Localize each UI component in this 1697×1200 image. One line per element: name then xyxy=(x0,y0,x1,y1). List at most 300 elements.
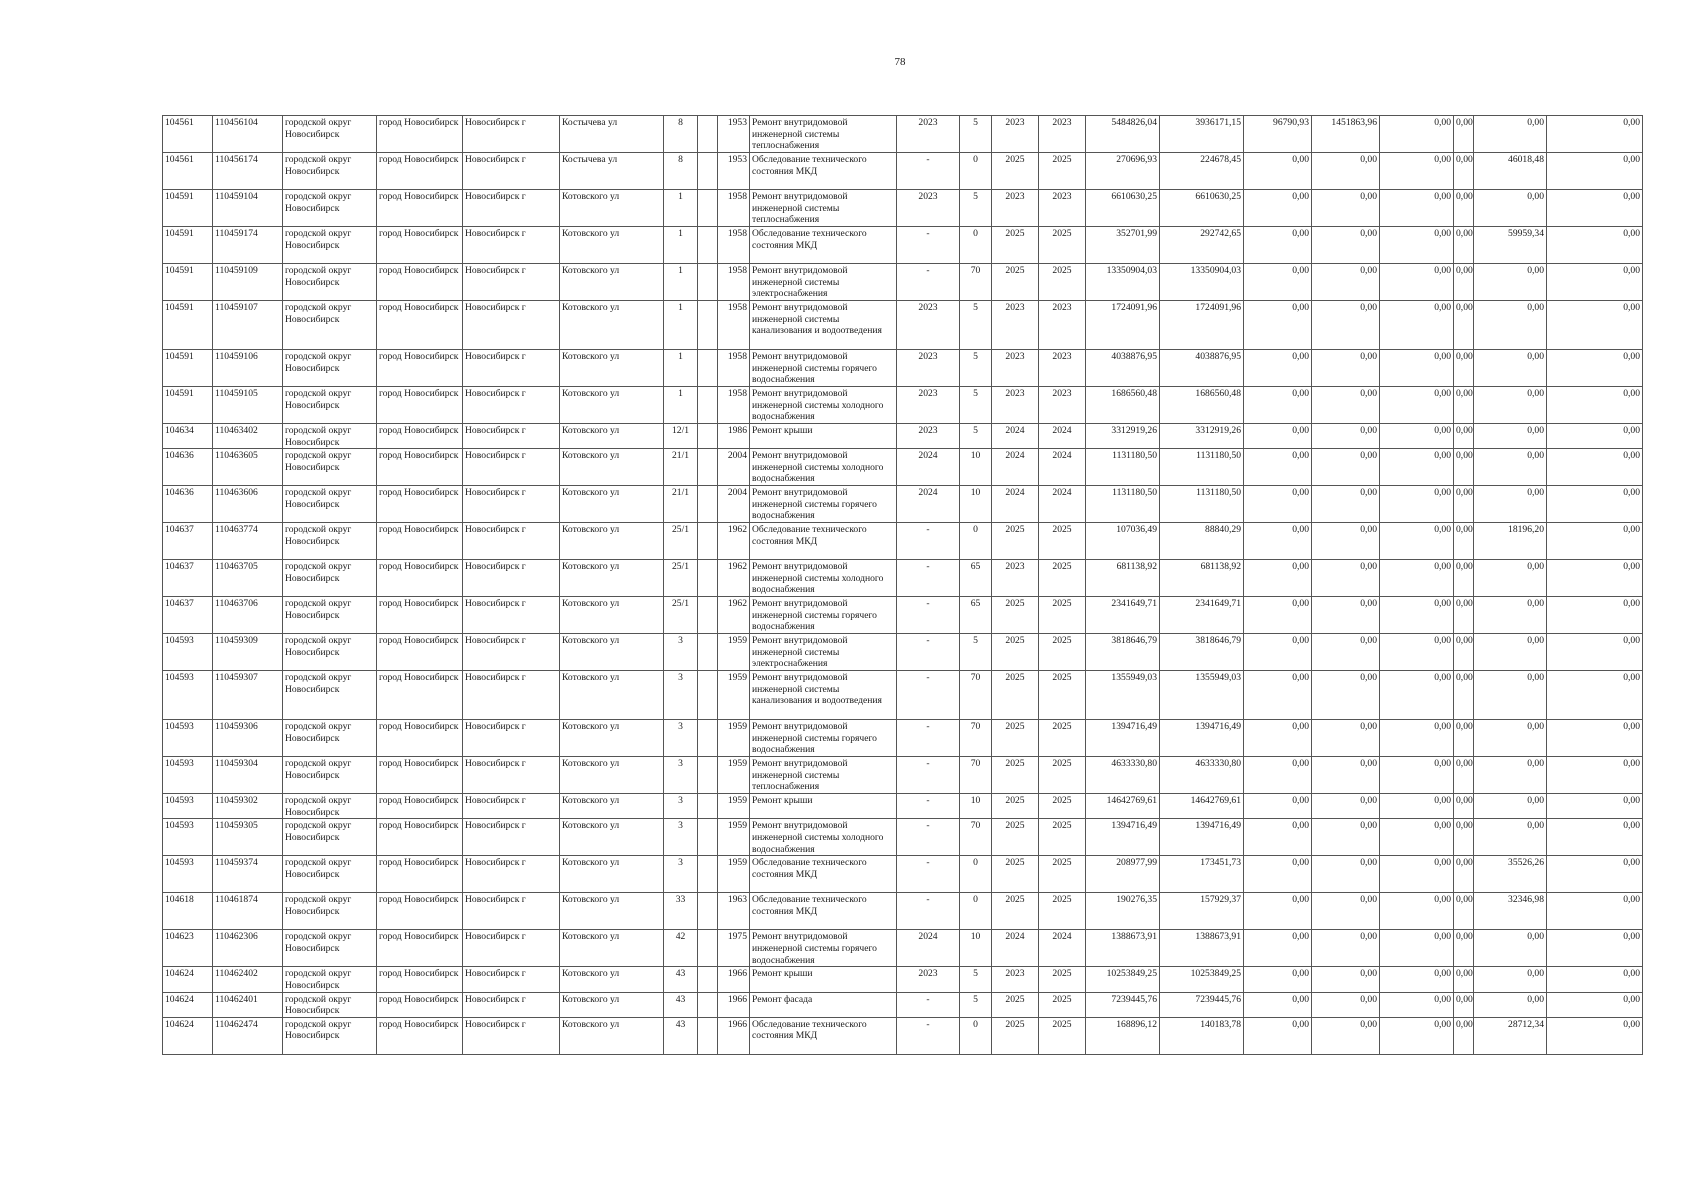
cell-other-funds: 0,00 xyxy=(1547,597,1643,634)
cell-work-code: 110462474 xyxy=(213,1017,283,1054)
table-row xyxy=(163,634,1643,671)
cell-house-number: 8 xyxy=(664,116,698,153)
cell-start-year: 2025 xyxy=(992,634,1039,671)
cell-building xyxy=(698,597,718,634)
cell-street: Котовского ул xyxy=(560,424,664,449)
cell-wear-percent: 0 xyxy=(960,227,992,264)
cell-budget-cost-2: 0,00 xyxy=(1312,856,1380,893)
cell-total-cost: 270696,93 xyxy=(1086,153,1160,190)
cell-end-year: 2025 xyxy=(1039,794,1086,819)
cell-building xyxy=(698,992,718,1017)
cell-work-type: Ремонт внутридомовой инженерной системы электроснабжения xyxy=(750,634,897,671)
cell-year-built: 1966 xyxy=(718,1017,750,1054)
cell-budget-cost-4: 0,00 xyxy=(1454,523,1474,560)
table-row xyxy=(163,930,1643,967)
cell-building xyxy=(698,350,718,387)
cell-budget-cost-4: 0,00 xyxy=(1454,992,1474,1017)
cell-total-cost: 208977,99 xyxy=(1086,856,1160,893)
cell-total-cost: 4633330,80 xyxy=(1086,757,1160,794)
table-row xyxy=(163,720,1643,757)
cell-budget-cost-4: 0,00 xyxy=(1454,486,1474,523)
cell-wear-percent: 0 xyxy=(960,153,992,190)
cell-wear-percent: 10 xyxy=(960,930,992,967)
cell-end-year: 2023 xyxy=(1039,116,1086,153)
cell-object-id: 104593 xyxy=(163,794,213,819)
cell-work-code: 110463774 xyxy=(213,523,283,560)
cell-building xyxy=(698,794,718,819)
cell-wear-percent: 10 xyxy=(960,486,992,523)
cell-owner-funds: 0,00 xyxy=(1474,597,1547,634)
cell-wear-percent: 5 xyxy=(960,634,992,671)
cell-house-number: 3 xyxy=(664,671,698,720)
cell-work-code: 110459302 xyxy=(213,794,283,819)
cell-owner-funds: 0,00 xyxy=(1474,424,1547,449)
cell-start-year: 2025 xyxy=(992,893,1039,930)
table-row xyxy=(163,301,1643,350)
cell-owner-funds: 0,00 xyxy=(1474,794,1547,819)
cell-work-type: Ремонт внутридомовой инженерной системы канализования и водоотведения xyxy=(750,671,897,720)
cell-year-built: 1958 xyxy=(718,350,750,387)
cell-budget-cost-4: 0,00 xyxy=(1454,720,1474,757)
cell-total-cost: 13350904,03 xyxy=(1086,264,1160,301)
cell-building xyxy=(698,967,718,992)
cell-owner-funds: 0,00 xyxy=(1474,720,1547,757)
cell-end-year: 2025 xyxy=(1039,1017,1086,1054)
cell-settlement: город Новосибирск xyxy=(377,720,463,757)
cell-street: Котовского ул xyxy=(560,967,664,992)
cell-work-code: 110459104 xyxy=(213,190,283,227)
cell-budget-cost-4: 0,00 xyxy=(1454,794,1474,819)
cell-settlement: город Новосибирск xyxy=(377,424,463,449)
cell-municipality: городской округ Новосибирск xyxy=(283,893,377,930)
cell-other-funds: 0,00 xyxy=(1547,153,1643,190)
cell-year-built: 1963 xyxy=(718,893,750,930)
cell-budget-cost-1: 96790,93 xyxy=(1244,116,1312,153)
cell-locality: Новосибирск г xyxy=(463,523,560,560)
page-number: 78 xyxy=(894,56,906,68)
cell-plan-year: - xyxy=(897,856,960,893)
cell-budget-cost-3: 0,00 xyxy=(1380,856,1454,893)
cell-object-id: 104636 xyxy=(163,486,213,523)
cell-work-code: 110459174 xyxy=(213,227,283,264)
cell-year-built: 1958 xyxy=(718,264,750,301)
cell-work-type: Ремонт крыши xyxy=(750,794,897,819)
cell-total-cost: 5484826,04 xyxy=(1086,116,1160,153)
cell-plan-year: 2024 xyxy=(897,486,960,523)
cell-street: Котовского ул xyxy=(560,992,664,1017)
cell-total-cost: 7239445,76 xyxy=(1086,992,1160,1017)
cell-end-year: 2025 xyxy=(1039,227,1086,264)
cell-locality: Новосибирск г xyxy=(463,153,560,190)
cell-plan-year: - xyxy=(897,757,960,794)
cell-house-number: 3 xyxy=(664,856,698,893)
cell-work-code: 110463606 xyxy=(213,486,283,523)
cell-year-built: 1959 xyxy=(718,720,750,757)
cell-object-id: 104593 xyxy=(163,634,213,671)
cell-municipality: городской округ Новосибирск xyxy=(283,597,377,634)
cell-start-year: 2024 xyxy=(992,449,1039,486)
cell-house-number: 12/1 xyxy=(664,424,698,449)
cell-plan-year: - xyxy=(897,819,960,856)
cell-budget-cost-3: 0,00 xyxy=(1380,264,1454,301)
cell-street: Котовского ул xyxy=(560,227,664,264)
cell-other-funds: 0,00 xyxy=(1547,350,1643,387)
cell-plan-year: 2023 xyxy=(897,301,960,350)
cell-other-funds: 0,00 xyxy=(1547,856,1643,893)
cell-year-built: 1962 xyxy=(718,597,750,634)
cell-budget-cost-4: 0,00 xyxy=(1454,387,1474,424)
cell-year-built: 1975 xyxy=(718,930,750,967)
cell-locality: Новосибирск г xyxy=(463,794,560,819)
cell-house-number: 43 xyxy=(664,992,698,1017)
cell-work-code: 110456104 xyxy=(213,116,283,153)
cell-fund-cost: 1394716,49 xyxy=(1160,819,1244,856)
cell-end-year: 2025 xyxy=(1039,967,1086,992)
cell-work-code: 110459306 xyxy=(213,720,283,757)
cell-total-cost: 1131180,50 xyxy=(1086,486,1160,523)
cell-budget-cost-4: 0,00 xyxy=(1454,819,1474,856)
cell-settlement: город Новосибирск xyxy=(377,227,463,264)
cell-budget-cost-2: 0,00 xyxy=(1312,930,1380,967)
cell-work-type: Ремонт внутридомовой инженерной системы теплоснабжения xyxy=(750,190,897,227)
cell-house-number: 1 xyxy=(664,264,698,301)
cell-owner-funds: 0,00 xyxy=(1474,350,1547,387)
cell-budget-cost-3: 0,00 xyxy=(1380,301,1454,350)
cell-house-number: 1 xyxy=(664,350,698,387)
cell-other-funds: 0,00 xyxy=(1547,116,1643,153)
cell-street: Котовского ул xyxy=(560,794,664,819)
cell-work-code: 110462401 xyxy=(213,992,283,1017)
cell-fund-cost: 1131180,50 xyxy=(1160,486,1244,523)
cell-municipality: городской округ Новосибирск xyxy=(283,819,377,856)
cell-municipality: городской округ Новосибирск xyxy=(283,523,377,560)
cell-end-year: 2025 xyxy=(1039,264,1086,301)
cell-street: Котовского ул xyxy=(560,301,664,350)
cell-budget-cost-3: 0,00 xyxy=(1380,560,1454,597)
cell-budget-cost-3: 0,00 xyxy=(1380,930,1454,967)
cell-wear-percent: 5 xyxy=(960,967,992,992)
cell-work-code: 110456174 xyxy=(213,153,283,190)
cell-object-id: 104637 xyxy=(163,523,213,560)
cell-end-year: 2025 xyxy=(1039,819,1086,856)
cell-plan-year: 2023 xyxy=(897,387,960,424)
cell-end-year: 2025 xyxy=(1039,597,1086,634)
cell-municipality: городской округ Новосибирск xyxy=(283,190,377,227)
cell-house-number: 1 xyxy=(664,227,698,264)
cell-work-code: 110459105 xyxy=(213,387,283,424)
cell-wear-percent: 70 xyxy=(960,264,992,301)
cell-municipality: городской округ Новосибирск xyxy=(283,301,377,350)
table-row xyxy=(163,350,1643,387)
cell-budget-cost-3: 0,00 xyxy=(1380,116,1454,153)
cell-budget-cost-1: 0,00 xyxy=(1244,449,1312,486)
cell-start-year: 2023 xyxy=(992,301,1039,350)
cell-building xyxy=(698,301,718,350)
cell-settlement: город Новосибирск xyxy=(377,190,463,227)
cell-building xyxy=(698,560,718,597)
cell-budget-cost-4: 0,00 xyxy=(1454,560,1474,597)
cell-fund-cost: 1394716,49 xyxy=(1160,720,1244,757)
cell-street: Котовского ул xyxy=(560,486,664,523)
cell-fund-cost: 2341649,71 xyxy=(1160,597,1244,634)
cell-year-built: 1959 xyxy=(718,819,750,856)
table-row xyxy=(163,523,1643,560)
cell-work-code: 110463402 xyxy=(213,424,283,449)
cell-owner-funds: 46018,48 xyxy=(1474,153,1547,190)
cell-wear-percent: 65 xyxy=(960,597,992,634)
cell-fund-cost: 157929,37 xyxy=(1160,893,1244,930)
cell-budget-cost-4: 0,00 xyxy=(1454,930,1474,967)
table-row xyxy=(163,1017,1643,1054)
cell-start-year: 2025 xyxy=(992,794,1039,819)
cell-budget-cost-1: 0,00 xyxy=(1244,560,1312,597)
cell-object-id: 104591 xyxy=(163,190,213,227)
cell-total-cost: 3312919,26 xyxy=(1086,424,1160,449)
cell-object-id: 104636 xyxy=(163,449,213,486)
cell-plan-year: - xyxy=(897,634,960,671)
cell-building xyxy=(698,757,718,794)
cell-house-number: 42 xyxy=(664,930,698,967)
cell-building xyxy=(698,449,718,486)
cell-start-year: 2025 xyxy=(992,671,1039,720)
cell-wear-percent: 5 xyxy=(960,350,992,387)
cell-house-number: 25/1 xyxy=(664,560,698,597)
cell-fund-cost: 1355949,03 xyxy=(1160,671,1244,720)
cell-budget-cost-4: 0,00 xyxy=(1454,856,1474,893)
cell-street: Котовского ул xyxy=(560,819,664,856)
cell-budget-cost-2: 0,00 xyxy=(1312,350,1380,387)
cell-building xyxy=(698,720,718,757)
cell-total-cost: 3818646,79 xyxy=(1086,634,1160,671)
cell-wear-percent: 70 xyxy=(960,757,992,794)
cell-end-year: 2023 xyxy=(1039,190,1086,227)
cell-municipality: городской округ Новосибирск xyxy=(283,794,377,819)
cell-fund-cost: 4633330,80 xyxy=(1160,757,1244,794)
cell-work-type: Ремонт внутридомовой инженерной системы теплоснабжения xyxy=(750,757,897,794)
cell-object-id: 104624 xyxy=(163,992,213,1017)
cell-plan-year: 2024 xyxy=(897,930,960,967)
cell-house-number: 21/1 xyxy=(664,486,698,523)
cell-settlement: город Новосибирск xyxy=(377,893,463,930)
cell-owner-funds: 32346,98 xyxy=(1474,893,1547,930)
cell-work-code: 110459309 xyxy=(213,634,283,671)
cell-other-funds: 0,00 xyxy=(1547,893,1643,930)
cell-municipality: городской округ Новосибирск xyxy=(283,486,377,523)
cell-other-funds: 0,00 xyxy=(1547,301,1643,350)
cell-work-code: 110459305 xyxy=(213,819,283,856)
cell-work-code: 110461874 xyxy=(213,893,283,930)
cell-street: Котовского ул xyxy=(560,671,664,720)
cell-budget-cost-3: 0,00 xyxy=(1380,424,1454,449)
cell-plan-year: 2023 xyxy=(897,350,960,387)
cell-house-number: 3 xyxy=(664,819,698,856)
cell-fund-cost: 1388673,91 xyxy=(1160,930,1244,967)
cell-street: Котовского ул xyxy=(560,597,664,634)
cell-fund-cost: 13350904,03 xyxy=(1160,264,1244,301)
cell-wear-percent: 5 xyxy=(960,301,992,350)
cell-budget-cost-1: 0,00 xyxy=(1244,424,1312,449)
cell-plan-year: 2023 xyxy=(897,116,960,153)
cell-work-type: Ремонт внутридомовой инженерной системы холодного водоснабжения xyxy=(750,449,897,486)
cell-budget-cost-1: 0,00 xyxy=(1244,350,1312,387)
cell-total-cost: 1394716,49 xyxy=(1086,720,1160,757)
cell-work-code: 110463705 xyxy=(213,560,283,597)
cell-wear-percent: 70 xyxy=(960,720,992,757)
cell-house-number: 33 xyxy=(664,893,698,930)
cell-work-code: 110459107 xyxy=(213,301,283,350)
cell-object-id: 104637 xyxy=(163,560,213,597)
table-row xyxy=(163,597,1643,634)
cell-year-built: 2004 xyxy=(718,449,750,486)
cell-settlement: город Новосибирск xyxy=(377,856,463,893)
cell-start-year: 2023 xyxy=(992,190,1039,227)
cell-street: Котовского ул xyxy=(560,856,664,893)
cell-budget-cost-2: 1451863,96 xyxy=(1312,116,1380,153)
cell-budget-cost-4: 0,00 xyxy=(1454,116,1474,153)
cell-budget-cost-1: 0,00 xyxy=(1244,264,1312,301)
cell-budget-cost-2: 0,00 xyxy=(1312,794,1380,819)
cell-year-built: 1953 xyxy=(718,153,750,190)
cell-budget-cost-2: 0,00 xyxy=(1312,264,1380,301)
cell-object-id: 104591 xyxy=(163,350,213,387)
cell-budget-cost-1: 0,00 xyxy=(1244,720,1312,757)
cell-start-year: 2023 xyxy=(992,560,1039,597)
cell-budget-cost-3: 0,00 xyxy=(1380,190,1454,227)
cell-budget-cost-4: 0,00 xyxy=(1454,757,1474,794)
cell-budget-cost-2: 0,00 xyxy=(1312,387,1380,424)
table-row xyxy=(163,264,1643,301)
cell-work-type: Ремонт внутридомовой инженерной системы горячего водоснабжения xyxy=(750,486,897,523)
capital-repair-table xyxy=(162,115,1643,1055)
cell-owner-funds: 0,00 xyxy=(1474,992,1547,1017)
cell-budget-cost-1: 0,00 xyxy=(1244,992,1312,1017)
cell-year-built: 1962 xyxy=(718,560,750,597)
cell-locality: Новосибирск г xyxy=(463,560,560,597)
cell-budget-cost-3: 0,00 xyxy=(1380,597,1454,634)
cell-municipality: городской округ Новосибирск xyxy=(283,1017,377,1054)
cell-owner-funds: 0,00 xyxy=(1474,190,1547,227)
cell-locality: Новосибирск г xyxy=(463,757,560,794)
cell-street: Котовского ул xyxy=(560,523,664,560)
cell-street: Котовского ул xyxy=(560,930,664,967)
cell-locality: Новосибирск г xyxy=(463,264,560,301)
cell-locality: Новосибирск г xyxy=(463,671,560,720)
cell-end-year: 2023 xyxy=(1039,301,1086,350)
cell-settlement: город Новосибирск xyxy=(377,819,463,856)
cell-budget-cost-1: 0,00 xyxy=(1244,1017,1312,1054)
cell-work-type: Ремонт внутридомовой инженерной системы канализования и водоотведения xyxy=(750,301,897,350)
cell-object-id: 104561 xyxy=(163,116,213,153)
cell-year-built: 1953 xyxy=(718,116,750,153)
cell-plan-year: - xyxy=(897,523,960,560)
cell-settlement: город Новосибирск xyxy=(377,116,463,153)
cell-budget-cost-1: 0,00 xyxy=(1244,523,1312,560)
cell-wear-percent: 0 xyxy=(960,523,992,560)
cell-budget-cost-1: 0,00 xyxy=(1244,486,1312,523)
cell-work-type: Обследование технического состояния МКД xyxy=(750,227,897,264)
cell-plan-year: - xyxy=(897,992,960,1017)
cell-other-funds: 0,00 xyxy=(1547,671,1643,720)
cell-budget-cost-4: 0,00 xyxy=(1454,227,1474,264)
table-row xyxy=(163,967,1643,992)
cell-year-built: 1958 xyxy=(718,387,750,424)
cell-street: Костычева ул xyxy=(560,153,664,190)
cell-building xyxy=(698,930,718,967)
cell-budget-cost-3: 0,00 xyxy=(1380,893,1454,930)
cell-owner-funds: 0,00 xyxy=(1474,560,1547,597)
cell-other-funds: 0,00 xyxy=(1547,1017,1643,1054)
cell-start-year: 2024 xyxy=(992,930,1039,967)
cell-building xyxy=(698,523,718,560)
table-row xyxy=(163,190,1643,227)
cell-municipality: городской округ Новосибирск xyxy=(283,634,377,671)
cell-total-cost: 1131180,50 xyxy=(1086,449,1160,486)
cell-total-cost: 14642769,61 xyxy=(1086,794,1160,819)
cell-settlement: город Новосибирск xyxy=(377,350,463,387)
cell-total-cost: 190276,35 xyxy=(1086,893,1160,930)
cell-building xyxy=(698,116,718,153)
cell-end-year: 2025 xyxy=(1039,757,1086,794)
cell-work-code: 110463605 xyxy=(213,449,283,486)
cell-house-number: 3 xyxy=(664,757,698,794)
cell-budget-cost-1: 0,00 xyxy=(1244,153,1312,190)
cell-locality: Новосибирск г xyxy=(463,967,560,992)
cell-object-id: 104624 xyxy=(163,967,213,992)
cell-other-funds: 0,00 xyxy=(1547,819,1643,856)
cell-budget-cost-1: 0,00 xyxy=(1244,757,1312,794)
cell-budget-cost-2: 0,00 xyxy=(1312,190,1380,227)
cell-fund-cost: 10253849,25 xyxy=(1160,967,1244,992)
cell-work-type: Ремонт внутридомовой инженерной системы холодного водоснабжения xyxy=(750,560,897,597)
cell-work-type: Обследование технического состояния МКД xyxy=(750,523,897,560)
table-row xyxy=(163,992,1643,1017)
cell-budget-cost-3: 0,00 xyxy=(1380,1017,1454,1054)
cell-budget-cost-1: 0,00 xyxy=(1244,301,1312,350)
cell-object-id: 104561 xyxy=(163,153,213,190)
cell-budget-cost-4: 0,00 xyxy=(1454,153,1474,190)
cell-work-type: Ремонт внутридомовой инженерной системы холодного водоснабжения xyxy=(750,387,897,424)
cell-year-built: 1986 xyxy=(718,424,750,449)
cell-end-year: 2024 xyxy=(1039,486,1086,523)
cell-start-year: 2024 xyxy=(992,424,1039,449)
cell-house-number: 1 xyxy=(664,190,698,227)
cell-object-id: 104593 xyxy=(163,856,213,893)
cell-fund-cost: 224678,45 xyxy=(1160,153,1244,190)
cell-total-cost: 1394716,49 xyxy=(1086,819,1160,856)
cell-total-cost: 1388673,91 xyxy=(1086,930,1160,967)
cell-object-id: 104593 xyxy=(163,819,213,856)
table-row xyxy=(163,794,1643,819)
cell-municipality: городской округ Новосибирск xyxy=(283,757,377,794)
cell-house-number: 25/1 xyxy=(664,523,698,560)
cell-start-year: 2025 xyxy=(992,523,1039,560)
cell-budget-cost-2: 0,00 xyxy=(1312,634,1380,671)
cell-start-year: 2023 xyxy=(992,116,1039,153)
cell-building xyxy=(698,893,718,930)
cell-settlement: город Новосибирск xyxy=(377,967,463,992)
cell-house-number: 3 xyxy=(664,720,698,757)
cell-budget-cost-3: 0,00 xyxy=(1380,819,1454,856)
cell-settlement: город Новосибирск xyxy=(377,264,463,301)
cell-other-funds: 0,00 xyxy=(1547,992,1643,1017)
table-row xyxy=(163,560,1643,597)
cell-total-cost: 352701,99 xyxy=(1086,227,1160,264)
cell-municipality: городской округ Новосибирск xyxy=(283,350,377,387)
cell-object-id: 104634 xyxy=(163,424,213,449)
cell-municipality: городской округ Новосибирск xyxy=(283,116,377,153)
cell-total-cost: 2341649,71 xyxy=(1086,597,1160,634)
cell-budget-cost-3: 0,00 xyxy=(1380,387,1454,424)
